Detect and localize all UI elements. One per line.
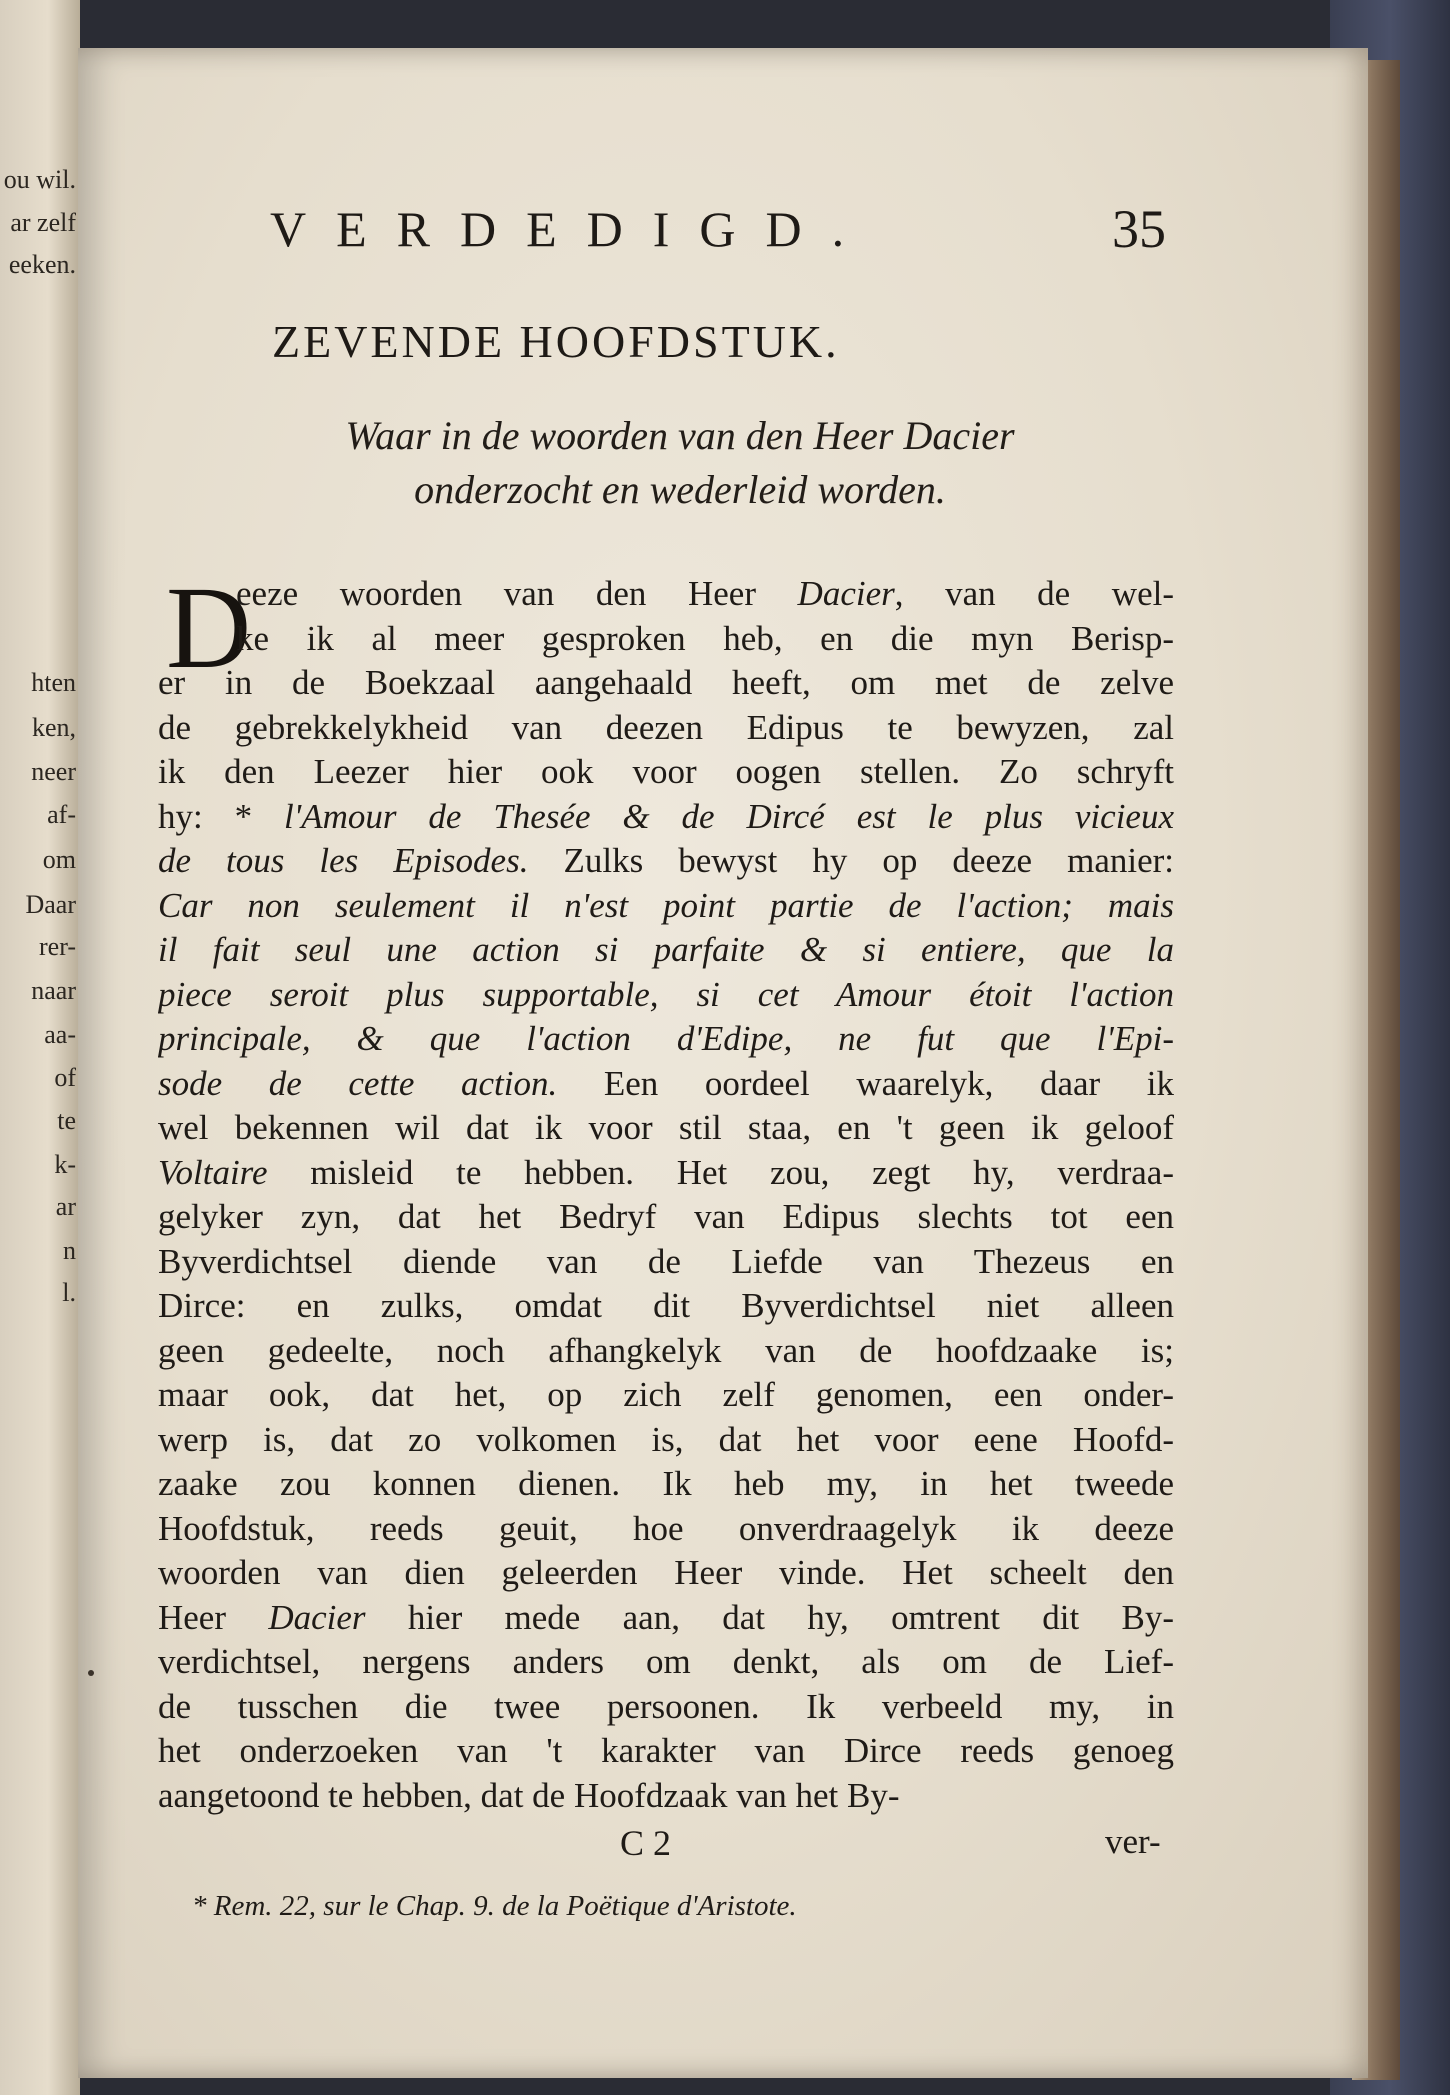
text-line (158, 1329, 1174, 1374)
text-run: Hoofdstuk, reeds geuit, hoe onverdraagelyk ik deeze (158, 1508, 1174, 1548)
text-line (158, 1062, 1174, 1107)
chapter-subtitle-line-2: onderzocht en wederleid worden. (414, 467, 946, 512)
running-head: VERDEDIGD. (270, 201, 875, 257)
facing-page-text-fragment: l. (62, 1278, 76, 1307)
italic-text: de tous les Episodes. (158, 841, 529, 880)
facing-page-text-fragment: ken, (31, 713, 76, 742)
text-line (158, 1685, 1174, 1730)
footnote: * Rem. 22, sur le Chap. 9. de la Poëtique d'Aristote. (192, 1890, 797, 1922)
text-line (158, 1596, 1174, 1641)
text-line (158, 1418, 1174, 1463)
text-run: ke ik al meer gesproken heb, en die myn Berisp- (236, 618, 1174, 658)
italic-text: Car non seulement il n'est point partie de l'action; mais (158, 885, 1174, 925)
facing-page-edge (0, 0, 80, 2095)
text-line (158, 1240, 1174, 1285)
text-line (158, 1195, 1174, 1240)
facing-page-text-fragment: te (57, 1106, 76, 1135)
text-line (158, 1017, 1174, 1062)
text-line (158, 706, 1174, 751)
page-number: 35 (1112, 199, 1166, 259)
text-line (158, 661, 1174, 706)
text-run: Een oordeel waarelyk, daar ik (557, 1063, 1174, 1103)
text-run: de tusschen die twee persoonen. Ik verbeeld my, in (158, 1686, 1174, 1726)
text-line (158, 1151, 1174, 1196)
text-line (158, 1106, 1174, 1151)
margin-dot (88, 1670, 94, 1676)
facing-page-text-fragment: eeken. (8, 250, 76, 279)
italic-text: Dacier (797, 574, 895, 613)
facing-page-text-fragment: of (54, 1063, 76, 1092)
text-run: Byverdichtsel diende van de Liefde van Thezeus en (158, 1241, 1174, 1281)
facing-page-text-fragment: neer (31, 757, 76, 786)
italic-text: il fait seul une action si parfaite & si entiere, que la (158, 930, 1174, 969)
facing-page-text-fragment: k- (54, 1150, 76, 1179)
text-line (158, 1462, 1174, 1507)
body-text (158, 562, 1174, 1818)
text-run: Zulks bewyst hy op deeze manier: (528, 841, 1174, 880)
facing-page-text-fragment: hten (31, 668, 76, 697)
text-line (158, 884, 1174, 929)
signature-mark: C 2 (620, 1823, 672, 1863)
text-run: Heer (158, 1597, 269, 1637)
text-run: Dirce: en zulks, omdat dit Byverdichtsel niet alleen (158, 1286, 1174, 1325)
italic-text: Dacier (268, 1597, 366, 1637)
text-run: wel bekennen wil dat ik voor stil staa, en 't geen ik geloof (158, 1108, 1174, 1147)
italic-text: l'Amour de Thesée & de Dircé est le plus vicieux (284, 796, 1174, 836)
text-run: zaake zou konnen dienen. Ik heb my, in het tweede (158, 1464, 1174, 1503)
text-run: het onderzoeken van 't karakter van Dirce reeds genoeg (158, 1731, 1174, 1770)
text-line (158, 1551, 1174, 1596)
text-line (158, 1640, 1174, 1685)
facing-page-text-fragment: om (42, 845, 76, 874)
facing-page-text-fragment: ar zelf (10, 208, 76, 237)
text-run: hier mede aan, dat hy, omtrent dit By- (365, 1597, 1174, 1637)
facing-page-text-fragment: rer- (39, 932, 76, 961)
text-line (158, 795, 1174, 840)
text-run: verdichtsel, nergens anders om denkt, als om de Lief- (158, 1642, 1174, 1681)
text-run: er in de Boekzaal aangehaald heeft, om met de zelve (158, 663, 1174, 702)
text-line (158, 1284, 1174, 1329)
catchword: ver- (1105, 1822, 1161, 1861)
text-run: ik den Leezer hier ook voor oogen stellen. Zo schryft (158, 752, 1174, 791)
text-line (158, 973, 1174, 1018)
text-line (158, 1729, 1174, 1774)
text-line (158, 1507, 1174, 1552)
text-run: maar ook, dat het, op zich zelf genomen, een onder- (158, 1375, 1174, 1414)
facing-page-text-fragment: af- (47, 800, 76, 829)
text-line (158, 572, 1174, 617)
italic-text: piece seroit plus supportable, si cet Amour étoit l'action (158, 974, 1174, 1014)
text-run: werp is, dat zo volkomen is, dat het voor eene Hoofd- (158, 1419, 1174, 1459)
text-line (158, 839, 1174, 884)
italic-text: Voltaire (158, 1152, 268, 1192)
text-line (158, 1373, 1174, 1418)
text-run: , van de wel- (894, 574, 1174, 613)
facing-page-text-fragment: ar (55, 1192, 76, 1221)
facing-page-text-fragment: n (63, 1236, 76, 1265)
text-run: woorden van dien geleerden Heer vinde. Het scheelt den (158, 1553, 1174, 1592)
text-run: eeze woorden van den Heer (236, 574, 798, 613)
facing-page-text-fragment: aa- (44, 1020, 76, 1049)
text-line (158, 617, 1174, 662)
text-run: hy: * (158, 796, 285, 836)
facing-page-text-fragment: Daar (25, 890, 76, 919)
italic-text: sode de cette action. (158, 1063, 558, 1103)
facing-page-text-fragment: naar (31, 976, 76, 1005)
text-line (158, 928, 1174, 973)
text-line (158, 1774, 1174, 1819)
text-run: de gebrekkelykheid van deezen Edipus te bewyzen, zal (158, 707, 1174, 747)
text-run: misleid te hebben. Het zou, zegt hy, verdraa- (267, 1152, 1174, 1192)
chapter-subtitle-line-1: Waar in de woorden van den Heer Dacier (345, 413, 1015, 458)
text-run: geen gedeelte, noch afhangkelyk van de hoofdzaake is; (158, 1330, 1174, 1370)
facing-page-text-fragment: ou wil. (3, 165, 76, 194)
italic-text: principale, & que l'action d'Edipe, ne fut que l'Epi- (158, 1019, 1174, 1058)
text-run: aangetoond te hebben, dat de Hoofdzaak van het By- (158, 1775, 900, 1815)
drop-cap: D (166, 562, 252, 693)
chapter-title: ZEVENDE HOOFDSTUK. (272, 316, 840, 367)
text-run: gelyker zyn, dat het Bedryf van Edipus slechts tot een (158, 1197, 1174, 1236)
text-line (158, 750, 1174, 795)
